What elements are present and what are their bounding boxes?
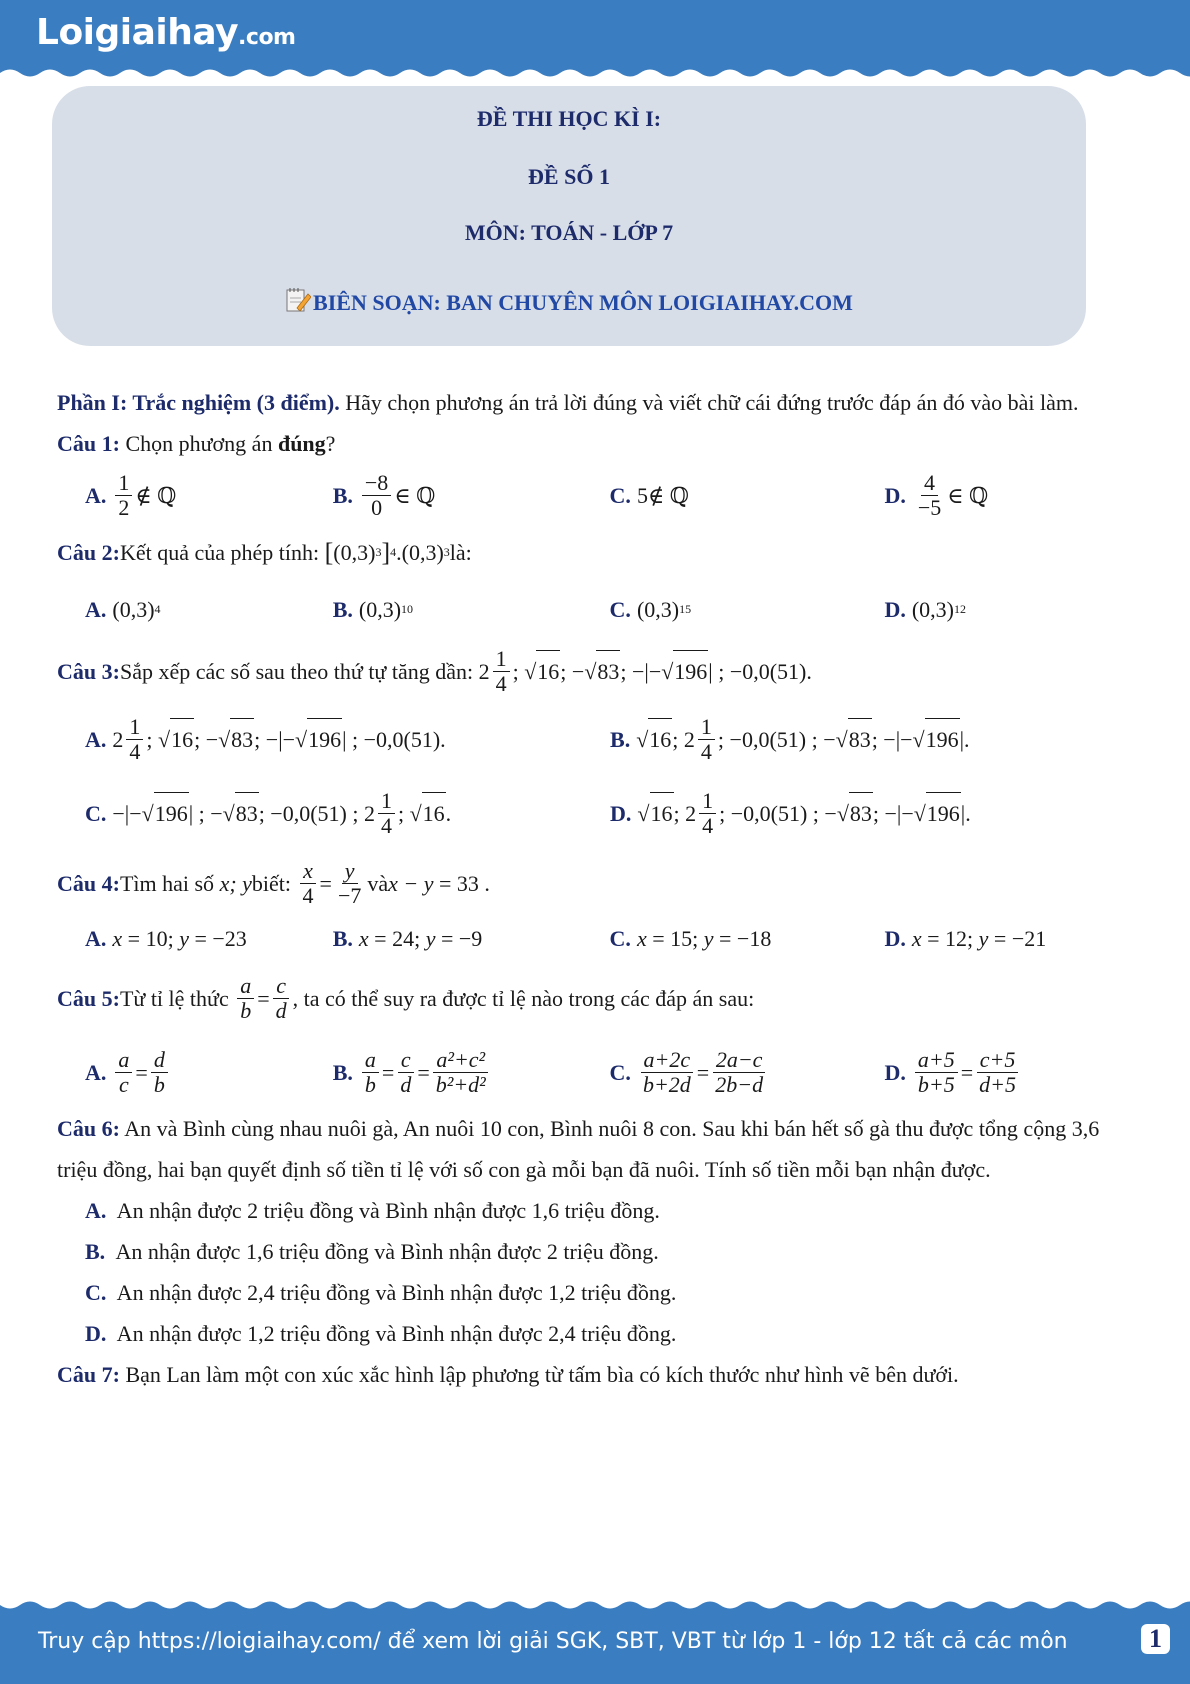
q4-option-d[interactable]: D. x = 12; y = −21: [884, 925, 1047, 951]
q1-options: [57, 464, 1137, 526]
footer-wave: [0, 1598, 1190, 1612]
q4-option-a[interactable]: A. x = 10; y = −23: [85, 925, 247, 951]
exam-title: ĐỀ THI HỌC KÌ I:: [476, 106, 662, 131]
exam-subject: MÔN: TOÁN - LỚP 7: [464, 220, 674, 245]
title-box: [52, 86, 1086, 346]
notepad-pen-icon: [285, 286, 311, 314]
q2-option-d[interactable]: D. (0,3) 12: [884, 596, 966, 622]
q4-option-b[interactable]: B. x = 24; y = −9: [332, 925, 483, 951]
exam-author: BIÊN SOẠN: BAN CHUYÊN MÔN LOIGIAIHAY.COM: [52, 286, 1086, 316]
q3-option-d[interactable]: D. √ 16 ; 2 $\frac{1}{4}$ ; −0,0(51) ; −√ 83 ; −|−√ 196 |.: [610, 787, 971, 838]
question-3: Câu 3: Sắp xếp các số sau theo thứ tự tăng dần: 2 $\frac{1}{4}$ ; √ 16 ; −√ 83 ; −|−√ 196 | ; −0,0(51).: [57, 645, 812, 696]
question-6: Câu 6: An và Bình cùng nhau nuôi gà, An nuôi 10 con, Bình nuôi 8 con. Sau khi bán hết số gà thu được tổng cộng 3,6 triệu đồng, hai bạn quyết định số tiền tỉ lệ với số con gà mỗi bạn đã nuôi. Tính số tiền mỗi bạn nhận được.: [57, 1116, 1100, 1182]
q3-option-b[interactable]: B. √ 16 ; 2 $\frac{1}{4}$ ; −0,0(51) ; −√ 83 ; −|−√ 196 |.: [610, 713, 970, 764]
q3-option-a[interactable]: A. 2 $\frac{1}{4}$ ; √ 16 ; −√ 83 ; −|−√ 196 | ; −0,0(51).: [85, 713, 446, 764]
q5-options: [57, 1036, 1137, 1108]
q1-option-c[interactable]: C. 5∉ ℚ: [609, 482, 689, 508]
q4-option-c[interactable]: C. x = 15; y = −18: [609, 925, 772, 951]
site-logo[interactable]: Loigiaihay.com: [36, 12, 296, 53]
page-footer: [0, 1598, 1190, 1684]
q3-options-ab: [57, 702, 1137, 776]
page-header: [0, 0, 1190, 80]
q5-option-b[interactable]: B. $\frac{a}{b}$ = $\frac{c}{d}$ = $\frac{\text{a²+c²}}{\text{b²+d²}}$: [333, 1048, 610, 1097]
q4-options: [57, 916, 1137, 960]
exam-number: ĐỀ SỐ 1: [528, 164, 610, 189]
question-7: Câu 7: Bạn Lan làm một con xúc xắc hình lập phương từ tấm bìa có kích thước như hình vẽ bên dưới.: [57, 1362, 959, 1387]
q5-option-c[interactable]: C. $\frac{a+2c}{b+2d}$ = $\frac{2a-c}{2b-d}$: [610, 1048, 885, 1097]
question-2: Câu 2: Kết quả của phép tính: [ (0,3) 3 ] 4 .(0,3) 3 là:: [57, 537, 472, 567]
q2-options: [57, 578, 1137, 640]
exam-content: [57, 382, 1137, 1395]
q5-option-d[interactable]: D. $\frac{a+5}{b+5}$ = $\frac{c+5}{d+5}$: [884, 1048, 1137, 1097]
q1-option-d[interactable]: D. $\frac{4}{-5}$ ∈ ℚ: [884, 469, 989, 520]
q6-option-a[interactable]: A. An nhận được 2 triệu đồng và Bình nhận được 1,6 triệu đồng.: [85, 1198, 660, 1223]
q2-option-b[interactable]: B. (0,3) 10: [332, 596, 414, 622]
q6-option-d[interactable]: D. An nhận được 1,2 triệu đồng và Bình nhận được 2,4 triệu đồng.: [85, 1321, 677, 1346]
question-5: Câu 5: Từ tỉ lệ thức $\frac{a}{b}$ = $\frac{c}{d}$ , ta có thể suy ra được tỉ lệ nào trong các đáp án sau:: [57, 972, 755, 1023]
q2-option-a[interactable]: A. (0,3) 4: [85, 596, 161, 622]
page-number: 1: [1141, 1624, 1170, 1654]
part1-intro: Phần I: Trắc nghiệm (3 điểm). Hãy chọn phương án trả lời đúng và viết chữ cái đứng trước đáp án đó vào bài làm.: [57, 390, 1079, 415]
q5-option-a[interactable]: A. $\frac{a}{c}$ = $\frac{d}{b}$: [57, 1048, 333, 1097]
q1-option-a[interactable]: A. $\frac{1}{2}$ ∉ ℚ: [85, 469, 177, 520]
header-wave: [0, 66, 1190, 80]
q1-option-b[interactable]: B. $\frac{-8}{0}$ ∈ ℚ: [332, 469, 436, 520]
footer-link-text[interactable]: Truy cập https://loigiaihay.com/ để xem lời giải SGK, SBT, VBT từ lớp 1 - lớp 12 tất cả các môn: [38, 1629, 1068, 1654]
q3-options-cd: [57, 776, 1137, 850]
q6-option-b[interactable]: B. An nhận được 1,6 triệu đồng và Bình nhận được 2 triệu đồng.: [85, 1239, 659, 1264]
q3-option-c[interactable]: C. −|−√ 196 | ; −√ 83 ; −0,0(51) ; 2 $\frac{1}{4}$ ; √ 16 .: [85, 787, 452, 838]
question-4: Câu 4: Tìm hai số x; y biết: $\frac{x}{4}$ = $\frac{y}{-7}$ và x − y = 33 .: [57, 857, 490, 908]
q6-option-c[interactable]: C. An nhận được 2,4 triệu đồng và Bình nhận được 1,2 triệu đồng.: [85, 1280, 677, 1305]
q2-option-c[interactable]: C. (0,3) 15: [609, 596, 692, 622]
question-1: Câu 1: Chọn phương án đúng?: [57, 431, 336, 456]
